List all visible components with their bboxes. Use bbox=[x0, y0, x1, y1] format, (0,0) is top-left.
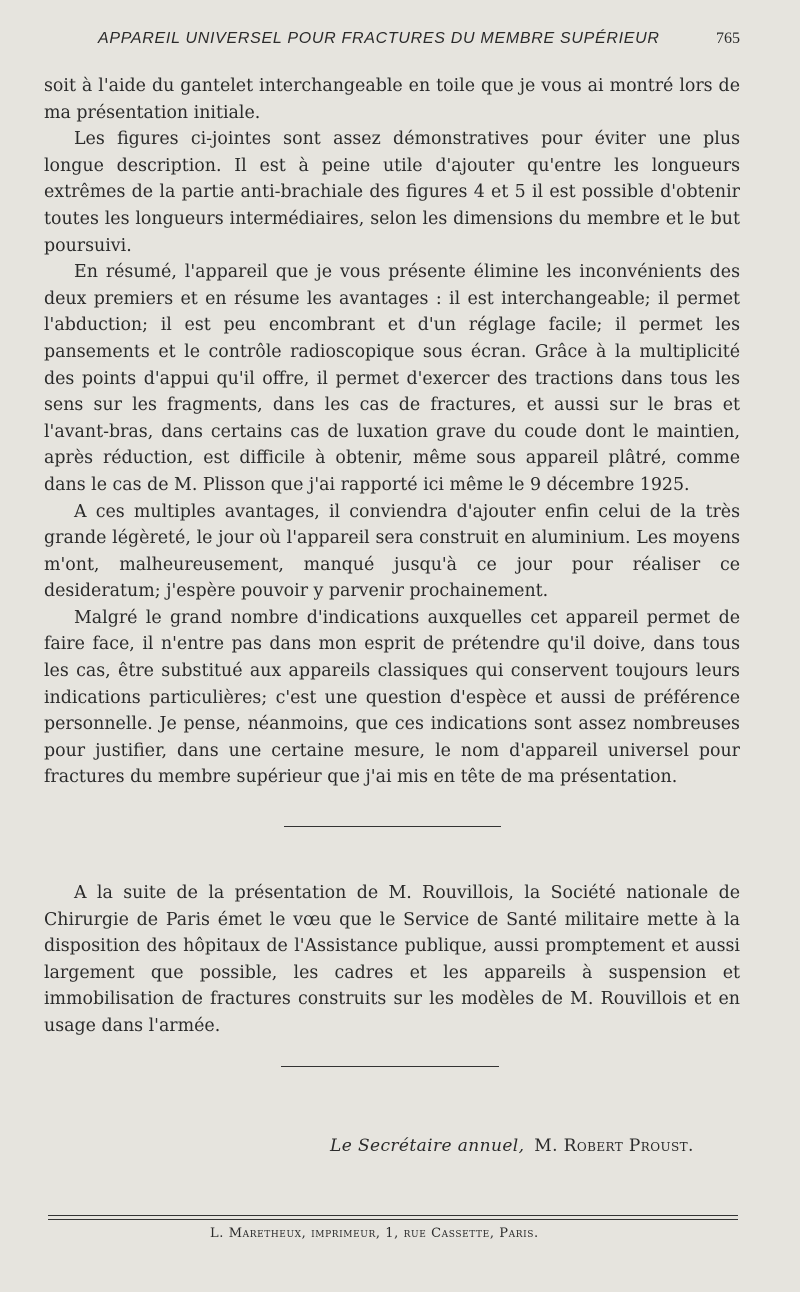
paragraph-conclusion: Malgré le grand nombre d'indications auxquelles cet appareil permet de faire face, il n'entre pas dans mon esprit de prétendre qu'il doive, dans tous les cas, être substitué aux appareils classiques qui conservent toujours leurs indications particulières; c'est une question d'espèce et aussi de préférence personnelle. Je pense, néanmoins, que ces indications sont assez nombreuses pour justifier, dans une certaine mesure, le nom d'appareil universel pour fractures du membre supérieur que j'ai mis en tête de ma présentation. bbox=[44, 607, 740, 788]
signature-line bbox=[330, 1136, 720, 1156]
paragraph-continuation: soit à l'aide du gantelet interchangeable en toile que je vous ai montré lors de ma présentation initiale. bbox=[44, 76, 740, 123]
section-divider bbox=[284, 826, 501, 827]
running-title: APPAREIL UNIVERSEL POUR FRACTURES DU MEMBRE SUPÉRIEUR bbox=[98, 30, 660, 47]
footer-rule bbox=[48, 1215, 738, 1216]
paragraph-advantages: A ces multiples avantages, il conviendra d'ajouter enfin celui de la très grande légèreté, le jour où l'appareil sera construit en aluminium. Les moyens m'ont, malheureusement, manqué jusqu'à ce jour pour réaliser ce desideratum; j'espère pouvoir y parvenir prochainement. bbox=[44, 501, 740, 602]
article-body bbox=[44, 73, 740, 791]
section-divider bbox=[281, 1066, 499, 1067]
resolution-section bbox=[44, 880, 740, 1040]
paragraph-resolution: A la suite de la présentation de M. Rouvillois, la Société nationale de Chirurgie de Paris émet le vœu que le Service de Santé militaire mette à la disposition des hôpitaux de l'Assistance publique, aussi promptement et aussi largement que possible, les cadres et les appareils à suspension et immobilisation de fractures construits sur les modèles de M. Rouvillois et en usage dans l'armée. bbox=[44, 883, 740, 1036]
signature-role: Le Secrétaire annuel, bbox=[330, 1136, 525, 1156]
printer-imprint: L. Maretheux, imprimeur, 1, rue Cassette, Paris. bbox=[210, 1226, 539, 1241]
page-number: 765 bbox=[716, 30, 740, 47]
footer-rule bbox=[48, 1219, 738, 1220]
signature-name: M. Robert Proust. bbox=[534, 1136, 694, 1156]
paragraph-figures: Les figures ci-jointes sont assez démonstratives pour éviter une plus longue description. Il est à peine utile d'ajouter qu'entre les longueurs extrêmes de la partie anti-brachiale des figures 4 et 5 il est possible d'obtenir toutes les longueurs intermédiaires, selon les dimensions du membre et le but poursuivi. bbox=[44, 129, 740, 256]
paragraph-summary: En résumé, l'appareil que je vous présente élimine les inconvénients des deux premiers et en résume les avantages : il est interchangeable; il permet l'abduction; il est peu encombrant et d'un réglage facile; il permet les pansements et le contrôle radioscopique sous écran. Grâce à la multiplicité des points d'appui qu'il offre, il permet d'exercer des tractions dans tous les sens sur les fragments, dans les cas de fractures, et aussi sur le bras et l'avant-bras, dans certains cas de luxation grave du coude dont le maintien, après réduction, est difficile à obtenir, même sous appareil plâtré, comme dans le cas de M. Plisson que j'ai rapporté ici même le 9 décembre 1925. bbox=[44, 262, 740, 495]
